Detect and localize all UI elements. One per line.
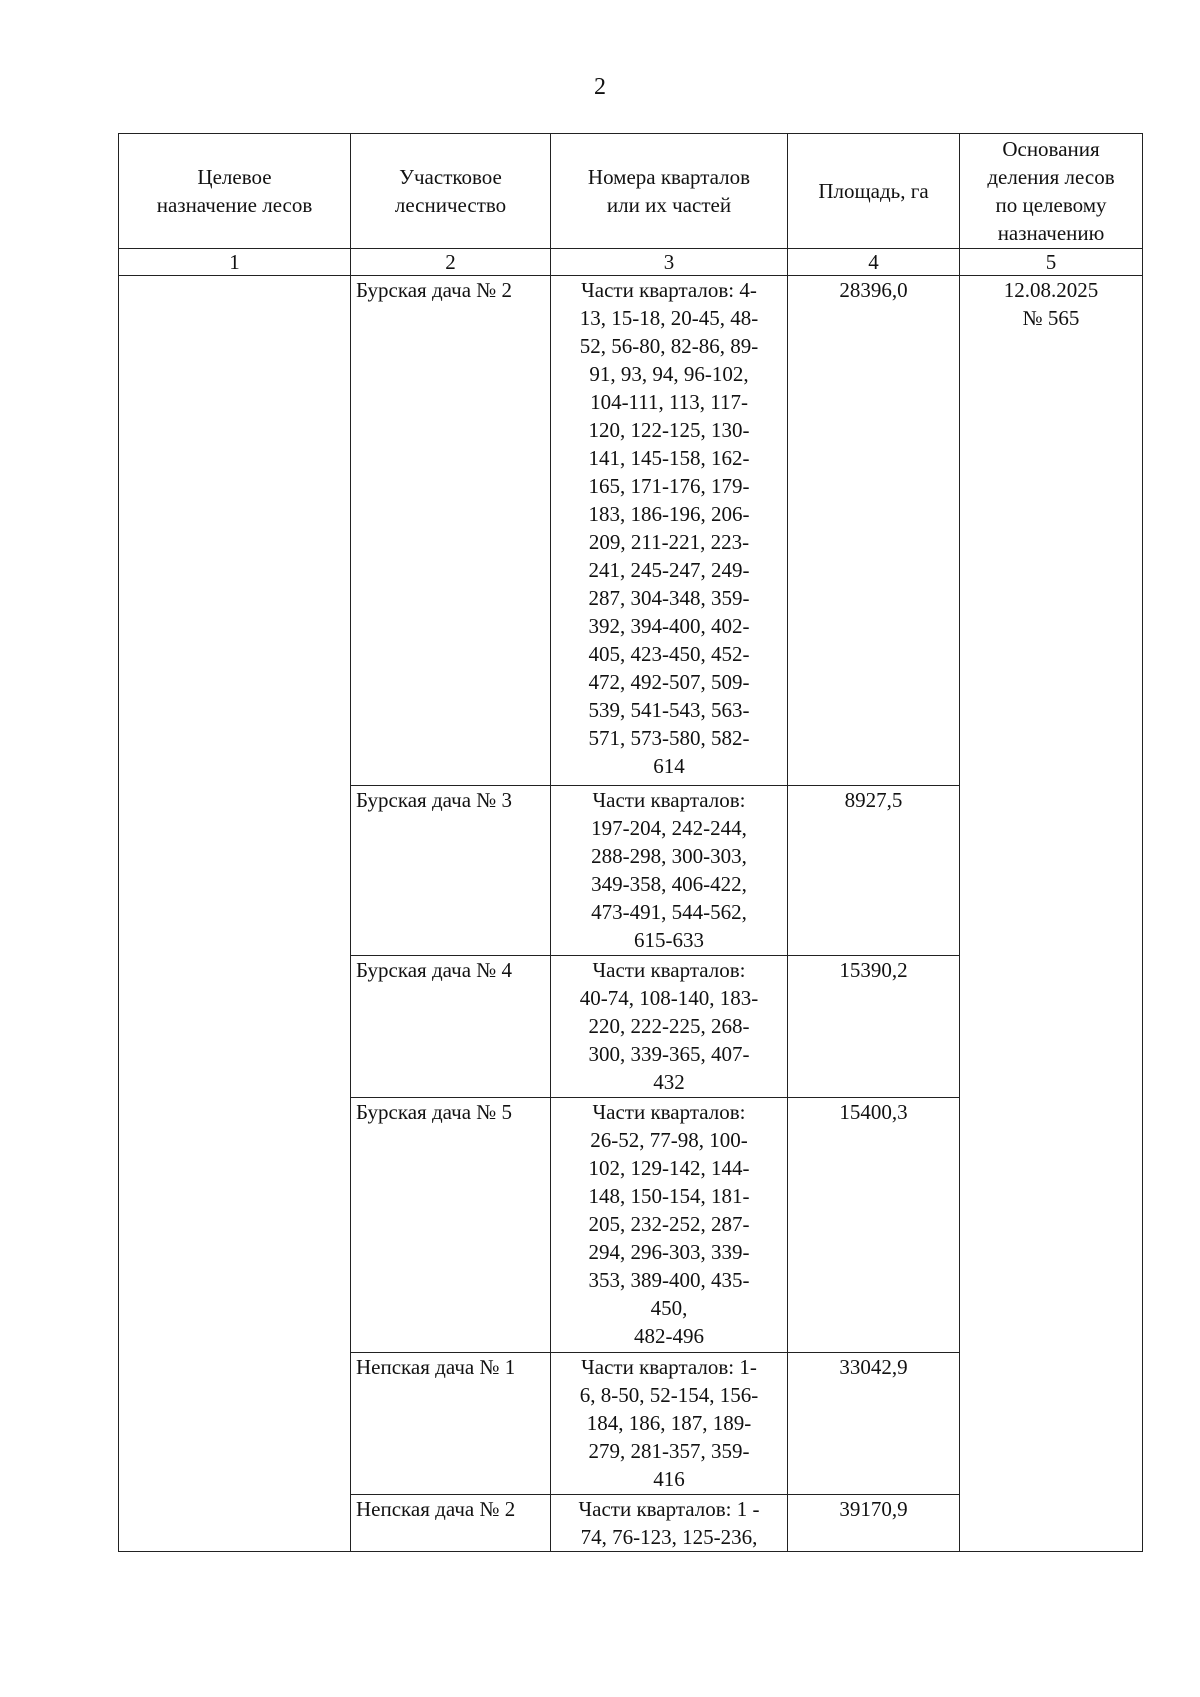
column-number: 2 [351, 249, 551, 276]
forestry-cell: Бурская дача № 3 [351, 786, 551, 956]
forestry-cell: Бурская дача № 2 [351, 276, 551, 786]
column-number: 3 [551, 249, 788, 276]
column-number: 1 [119, 249, 351, 276]
table-header-row [119, 134, 1143, 249]
quarters-cell: Части кварталов: 26-52, 77-98, 100- 102, 129-142, 144- 148, 150-154, 181- 205, 232-252, 287- 294, 296-303, 339- 353, 389-400, 435- 450, 482-496 [551, 1098, 788, 1353]
header-area: Площадь, га [788, 134, 960, 249]
area-cell: 33042,9 [788, 1353, 960, 1495]
column-number-row [119, 249, 1143, 276]
header-forestry: Участковое лесничество [351, 134, 551, 249]
forestry-cell: Непская дача № 2 [351, 1495, 551, 1552]
purpose-cell [119, 276, 351, 1552]
basis-number: № 565 [1022, 306, 1080, 330]
forest-purpose-table [118, 133, 1143, 1552]
table-row [119, 276, 1143, 786]
page-number: 2 [594, 74, 606, 100]
quarters-cell: Части кварталов: 197-204, 242-244, 288-298, 300-303, 349-358, 406-422, 473-491, 544-562, 615-633 [551, 786, 788, 956]
header-basis: Основания деления лесов по целевому назначению [960, 134, 1143, 249]
area-cell: 39170,9 [788, 1495, 960, 1552]
header-quarters: Номера кварталов или их частей [551, 134, 788, 249]
basis-date: 12.08.2025 [1003, 278, 1099, 302]
area-cell: 28396,0 [788, 276, 960, 786]
header-purpose: Целевое назначение лесов [119, 134, 351, 249]
quarters-cell: Части кварталов: 1 - 74, 76-123, 125-236, [551, 1495, 788, 1552]
forestry-cell: Бурская дача № 5 [351, 1098, 551, 1353]
quarters-cell: Части кварталов: 4- 13, 15-18, 20-45, 48- 52, 56-80, 82-86, 89- 91, 93, 94, 96-102, 104-111, 113, 117- 120, 122-125, 130- 141, 145-158, 162- 165, 171-176, 179- 183, 186-196, 206- 209, 211-221, 223- 241, 245-247, 249- 287, 304-348, 359- 392, 394-400, 402- 405, 423-450, 452- 472, 492-507, 509- 539, 541-543, 563- 571, 573-580, 582- 614 [551, 276, 788, 786]
area-cell: 15400,3 [788, 1098, 960, 1353]
area-cell: 8927,5 [788, 786, 960, 956]
column-number: 4 [788, 249, 960, 276]
quarters-cell: Части кварталов: 40-74, 108-140, 183- 220, 222-225, 268- 300, 339-365, 407- 432 [551, 956, 788, 1098]
forestry-cell: Бурская дача № 4 [351, 956, 551, 1098]
forestry-cell: Непская дача № 1 [351, 1353, 551, 1495]
basis-cell [960, 276, 1143, 1552]
quarters-cell: Части кварталов: 1- 6, 8-50, 52-154, 156- 184, 186, 187, 189- 279, 281-357, 359- 416 [551, 1353, 788, 1495]
area-cell: 15390,2 [788, 956, 960, 1098]
column-number: 5 [960, 249, 1143, 276]
